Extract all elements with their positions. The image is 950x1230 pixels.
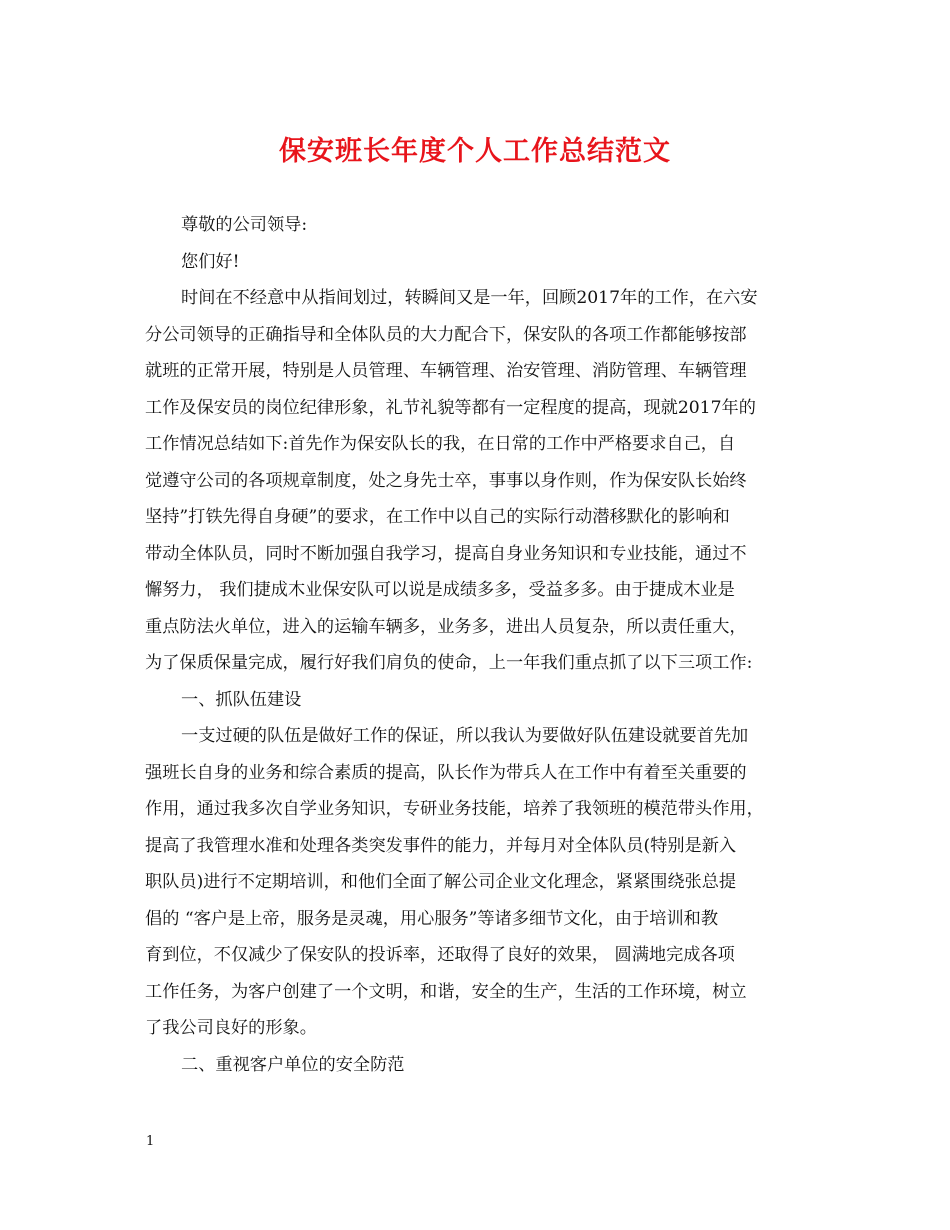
paragraph-line: 为了保质保量完成，履行好我们肩负的使命，上一年我们重点抓了以下三项工作:	[145, 653, 753, 673]
paragraph-line: 育到位，不仅减少了保安队的投诉率，还取得了良好的效果， 圆满地完成各项	[145, 945, 735, 965]
paragraph-line: 坚持”打铁先得自身硬”的要求，在工作中以自己的实际行动潜移默化的影响和	[145, 507, 730, 527]
paragraph-line: 分公司领导的正确指导和全体队员的大力配合下，保安队的各项工作都能够按部	[145, 324, 747, 345]
paragraph-line: 重点防法火单位，进入的运输车辆多，业务多，进出人员复杂，所以责任重大，	[145, 616, 747, 637]
page-number: 1	[146, 1134, 155, 1149]
paragraph-line: 就班的正常开展，特别是人员管理、车辆管理、治安管理、消防管理、车辆管理	[145, 361, 747, 381]
paragraph-line: 时间在不经意中从指间划过，转瞬间又是一年，回顾2017年的工作，在六安	[181, 288, 758, 308]
paragraph-line: 工作情况总结如下:首先作为保安队长的我，在日常的工作中严格要求自己，自	[145, 434, 736, 454]
section-heading: 二、重视客户单位的安全防范	[181, 1054, 405, 1075]
section-heading: 一、抓队伍建设	[181, 689, 302, 710]
paragraph-line: 觉遵守公司的各项规章制度，处之身先士卒，事事以身作则，作为保安队长始终	[145, 470, 747, 491]
document-title: 保安班长年度个人工作总结范文	[279, 136, 671, 167]
paragraph-line: 职队员)进行不定期培训，和他们全面了解公司企业文化理念，紧紧围绕张总提	[145, 872, 737, 892]
document-body	[145, 207, 810, 1083]
paragraph-line: 了我公司良好的形象。	[145, 1018, 317, 1038]
paragraph-line: 工作及保安员的岗位纪律形象，礼节礼貌等都有一定程度的提高，现就2017年的	[145, 397, 756, 418]
paragraph-line: 作用，通过我多次自学业务知识，专研业务技能，培养了我领班的模范带头作用，	[145, 799, 764, 819]
greeting: 您们好!	[181, 251, 240, 272]
salutation: 尊敬的公司领导:	[181, 215, 308, 235]
paragraph-line: 强班长自身的业务和综合素质的提高，队长作为带兵人在工作中有着至关重要的	[145, 762, 747, 783]
paragraph-line: 工作任务，为客户创建了一个文明，和谐，安全的生产，生活的工作环境，树立	[145, 981, 747, 1002]
paragraph-line: 提高了我管理水准和处理各类突发事件的能力，并每月对全体队员(特别是新入	[145, 835, 737, 856]
paragraph-line: 懈努力， 我们捷成木业保安队可以说是成绩多多，受益多多。由于捷成木业是	[145, 580, 735, 600]
paragraph-line: 一支过硬的队伍是做好工作的保证，所以我认为要做好队伍建设就要首先加	[181, 726, 749, 746]
paragraph-line: 带动全体队员，同时不断加强自我学习，提高自身业务知识和专业技能，通过不	[145, 543, 747, 564]
paragraph-line: 倡的 “客户是上帝，服务是灵魂，用心服务”等诸多细节文化，由于培训和教	[145, 908, 719, 929]
